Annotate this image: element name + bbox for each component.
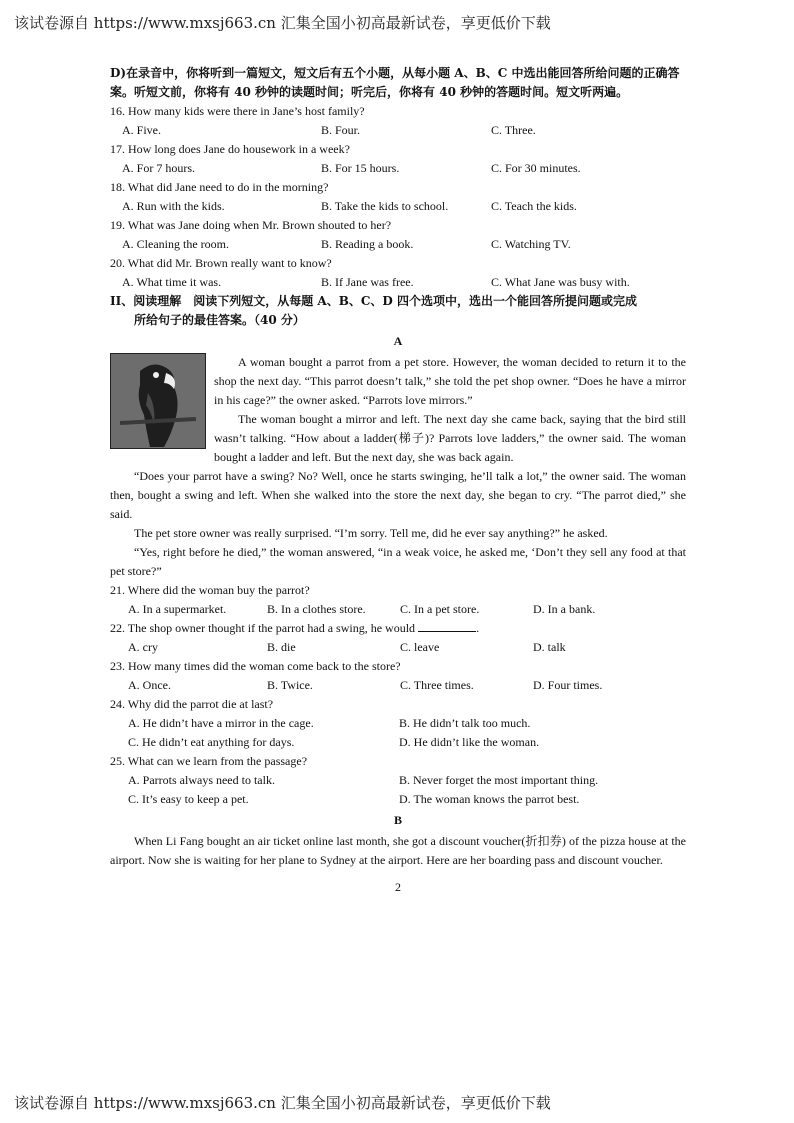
option-d: D. In a bank.	[533, 602, 596, 616]
question-stem: 22. The shop owner thought if the parrot had a swing, he would	[110, 621, 416, 635]
answer-blank	[418, 619, 476, 632]
reading-question-23	[110, 657, 686, 695]
reading-question-22	[110, 619, 686, 657]
option-c: C. Three times.	[400, 678, 474, 692]
option-a: A. Five.	[122, 123, 161, 137]
option-a: A. Once.	[128, 678, 171, 692]
option-c: C. Teach the kids.	[491, 199, 577, 213]
options-row-2	[110, 733, 686, 752]
option-b: B. Four.	[321, 123, 361, 137]
listening-instruction: D)在录音中，你将听到一篇短文，短文后有五个小题，从每小题 A、B、C 中选出能回答所给问题的正确答案。听短文前，你将有 40 秒钟的读题时间；听完后，你将有 40 秒钟的答题时间。短文听两遍。	[110, 66, 680, 99]
option-c: C. Watching TV.	[491, 237, 571, 251]
option-b: B. For 15 hours.	[321, 161, 400, 175]
watermark-bottom	[14, 1092, 551, 1113]
watermark-prefix: 该试卷源自	[14, 14, 94, 32]
page-number: 2	[395, 880, 401, 894]
question-text: 17. How long does Jane do housework in a week?	[110, 142, 350, 156]
option-b: B. In a clothes store.	[267, 602, 366, 616]
paragraph-1: A woman bought a parrot from a pet store. However, the woman decided to return it to the shop the next day. “This parrot doesn’t talk,” she told the pet shop owner. “Does he have a mirror in his cage?” the owner asked. “Parrots love mirrors.”	[214, 355, 686, 407]
reading-heading-cont: 所给句子的最佳答案。（40 分）	[134, 313, 305, 327]
option-c: C. leave	[400, 640, 440, 654]
listening-question-20	[110, 254, 686, 292]
option-d: D. The woman knows the parrot best.	[399, 792, 580, 806]
reading-heading: II、阅读理解 阅读下列短文，从每题 A、B、C、D 四个选项中，选出一个能回答所提问题或完成	[110, 294, 637, 308]
option-a: A. Cleaning the room.	[122, 237, 229, 251]
listening-question-16	[110, 102, 686, 140]
question-text: 24. Why did the parrot die at last?	[110, 697, 274, 711]
reading-question-24	[110, 695, 686, 752]
options-row	[110, 235, 686, 254]
question-text	[110, 619, 686, 638]
options-row	[110, 197, 686, 216]
options-row	[110, 676, 686, 695]
option-d: D. He didn’t like the woman.	[399, 735, 540, 749]
question-end: .	[476, 621, 480, 635]
option-c: C. It’s easy to keep a pet.	[128, 792, 249, 806]
question-text: 23. How many times did the woman come back to the store?	[110, 659, 401, 673]
options-row	[110, 638, 686, 657]
paragraph-4: The pet store owner was really surprised. “I’m sorry. Tell me, did he ever say anything?” he asked.	[134, 526, 608, 540]
watermark-url[interactable]: https://www.mxsj663.cn	[93, 14, 276, 32]
listening-question-17	[110, 140, 686, 178]
paragraph-5: “Yes, right before he died,” the woman answered, “in a weak voice, he asked me, ‘Don’t they sell any food at that pet store?”	[110, 545, 686, 578]
options-row	[110, 159, 686, 178]
option-c: C. In a pet store.	[400, 602, 480, 616]
option-a: A. In a supermarket.	[128, 602, 227, 616]
option-c: C. For 30 minutes.	[491, 161, 581, 175]
watermark-suffix: 汇集全国小初高最新试卷，享更低价下载	[275, 14, 551, 32]
question-text: 21. Where did the woman buy the parrot?	[110, 583, 310, 597]
option-b: B. Twice.	[267, 678, 313, 692]
listening-question-18	[110, 178, 686, 216]
options-row	[110, 600, 686, 619]
watermark-prefix: 该试卷源自	[14, 1094, 94, 1112]
paragraph-3: “Does your parrot have a swing? No? Well, once he starts swinging, he’ll talk a lot,” the owner said. The woman then, bought a swing and left. When she walked into the store the next day, she began to cry. “The parrot died,” she said.	[110, 469, 686, 521]
option-d: D. Four times.	[533, 678, 603, 692]
option-b: B. If Jane was free.	[321, 275, 414, 289]
option-a: A. What time it was.	[122, 275, 222, 289]
option-d: D. talk	[533, 640, 566, 654]
option-b: B. Reading a book.	[321, 237, 414, 251]
option-a: A. He didn’t have a mirror in the cage.	[128, 716, 314, 730]
reading-question-21	[110, 581, 686, 619]
listening-question-19	[110, 216, 686, 254]
question-text: 19. What was Jane doing when Mr. Brown shouted to her?	[110, 218, 392, 232]
options-row	[110, 121, 686, 140]
question-text: 25. What can we learn from the passage?	[110, 754, 308, 768]
question-text: 16. How many kids were there in Jane’s host family?	[110, 104, 365, 118]
paragraph-2: The woman bought a mirror and left. The next day she came back, saying that the bird still wasn’t talking. “How about a ladder(梯子)? Parrots love ladders,” the owner said. The woman bought a ladder and left. But the next day, she was back again.	[214, 412, 686, 464]
passage-b-label: B	[393, 813, 402, 827]
passage-a-label: A	[393, 334, 403, 348]
option-c: C. Three.	[491, 123, 536, 137]
question-text: 18. What did Jane need to do in the morning?	[110, 180, 329, 194]
option-c: C. He didn’t eat anything for days.	[128, 735, 295, 749]
question-text: 20. What did Mr. Brown really want to know?	[110, 256, 332, 270]
option-a: A. Run with the kids.	[122, 199, 225, 213]
passage-a	[110, 353, 686, 467]
reading-question-25	[110, 752, 686, 809]
options-row-1	[110, 771, 686, 790]
option-a: A. cry	[128, 640, 158, 654]
option-c: C. What Jane was busy with.	[491, 275, 630, 289]
parrot-image	[110, 353, 206, 449]
option-a: A. Parrots always need to talk.	[128, 773, 275, 787]
option-b: B. Never forget the most important thing.	[399, 773, 599, 787]
options-row-2	[110, 790, 686, 809]
watermark-url[interactable]: https://www.mxsj663.cn	[93, 1094, 276, 1112]
option-b: B. Take the kids to school.	[321, 199, 449, 213]
exam-page	[110, 64, 686, 897]
option-b: B. die	[267, 640, 296, 654]
options-row	[110, 273, 686, 292]
option-b: B. He didn’t talk too much.	[399, 716, 531, 730]
passage-b-paragraph: When Li Fang bought an air ticket online last month, she got a discount voucher(折扣券) of the pizza house at the airport. Now she is waiting for her plane to Sydney at the airport. Here are her boarding pass and discount voucher.	[110, 834, 686, 867]
options-row-1	[110, 714, 686, 733]
watermark-suffix: 汇集全国小初高最新试卷，享更低价下载	[275, 1094, 551, 1112]
watermark-top	[14, 12, 551, 33]
option-a: A. For 7 hours.	[122, 161, 196, 175]
